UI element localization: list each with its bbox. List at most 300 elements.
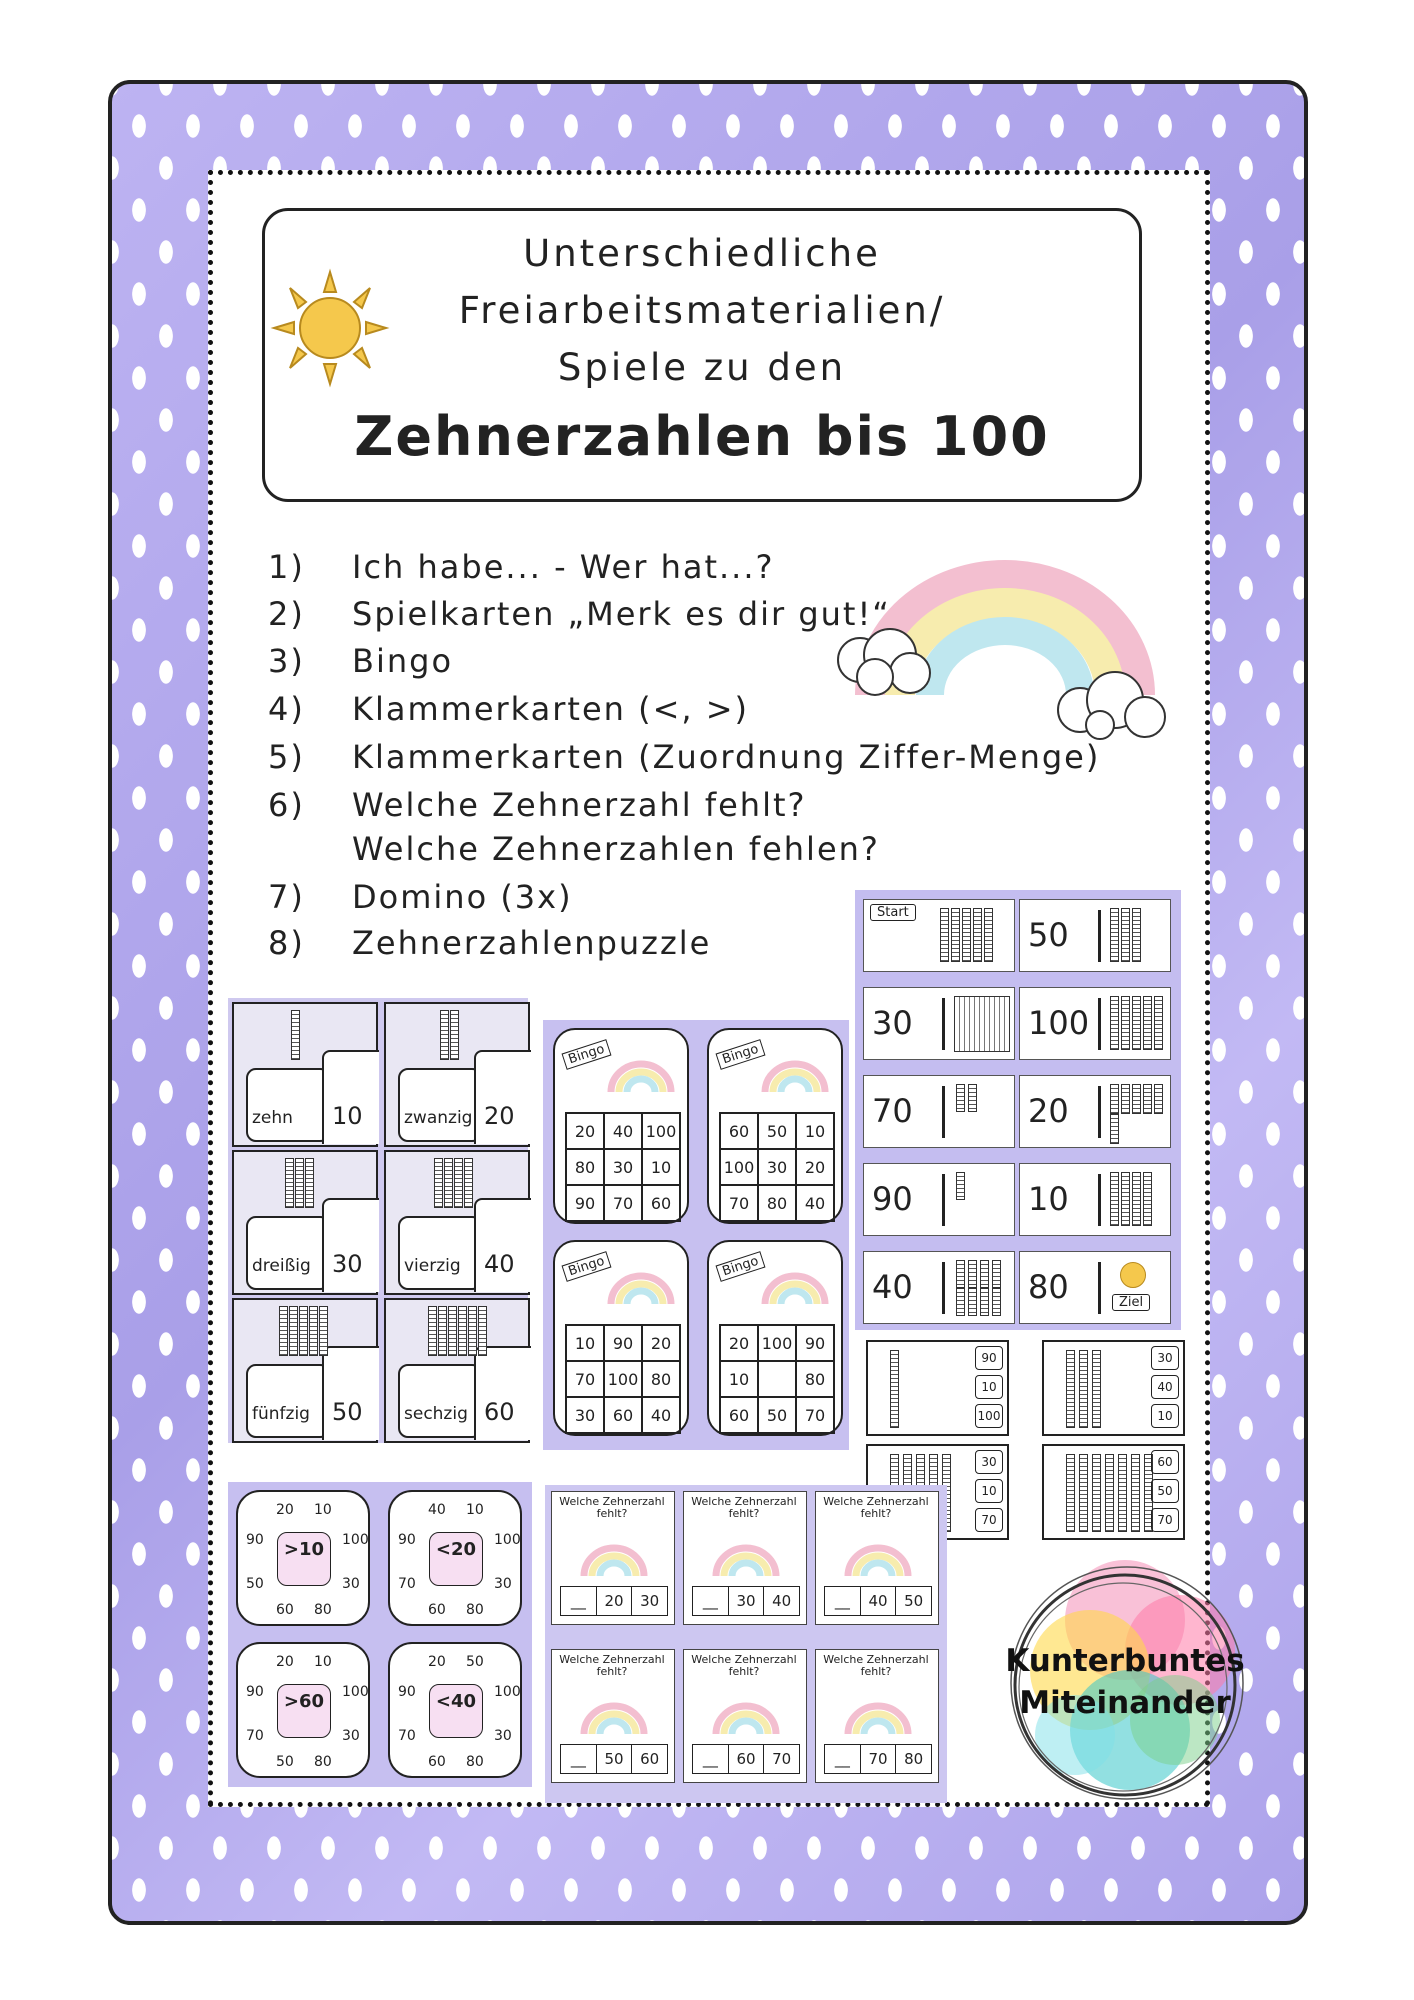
compare-option: 100 (494, 1532, 521, 1548)
ten-rod-icon (1132, 1084, 1141, 1114)
ten-rod-icon (291, 1010, 300, 1060)
bingo-grid (565, 1112, 681, 1222)
rainbow-icon (755, 1052, 835, 1097)
compare-center-label: >60 (283, 1691, 325, 1712)
goal-label: Ziel (1112, 1294, 1150, 1311)
bingo-cell: 90 (566, 1185, 604, 1221)
list-number: 7) (268, 878, 305, 916)
rainbow-icon (601, 1052, 681, 1097)
clip-option: 10 (975, 1375, 1003, 1399)
logo-text (990, 1640, 1260, 1724)
clip-option: 30 (975, 1450, 1003, 1474)
clip-option: 70 (1151, 1508, 1179, 1532)
ten-rod-icon (940, 908, 949, 962)
subtitle-line-3: Spiele zu den (557, 346, 847, 389)
bingo-cell: 20 (566, 1113, 604, 1149)
bingo-cell: 40 (604, 1113, 642, 1149)
ten-rod-icon (468, 1306, 477, 1356)
missing-number-boxes (560, 1744, 668, 1774)
clip-option: 70 (975, 1508, 1003, 1532)
missing-given-number: 50 (904, 1592, 924, 1610)
bingo-section (543, 1020, 849, 1450)
compare-option: 70 (398, 1728, 416, 1744)
ten-rod-icon (980, 1288, 989, 1316)
bingo-cell: 60 (720, 1397, 758, 1433)
compare-option: 90 (398, 1684, 416, 1700)
puzzle-word: sechzig (404, 1404, 468, 1424)
puzzle-word: zehn (252, 1108, 293, 1128)
domino-number: 10 (1028, 1180, 1069, 1218)
domino-half-right (1019, 1163, 1171, 1236)
bingo-card-body (707, 1240, 843, 1436)
domino-number: 90 (872, 1180, 913, 1218)
list-item-text: Domino (3x) (352, 878, 573, 916)
ten-rod-icon (450, 1010, 459, 1060)
domino-number: 40 (872, 1268, 913, 1306)
missing-given-number: 70 (772, 1750, 792, 1768)
missing-given-number: 60 (640, 1750, 660, 1768)
ten-rod-icon (458, 1306, 467, 1356)
puzzle-value: 10 (332, 1102, 363, 1130)
bingo-cell: 40 (796, 1185, 834, 1221)
ten-rod-icon (984, 908, 993, 962)
missing-number-card (815, 1491, 939, 1625)
list-item-text: Spielkarten „Merk es dir gut!“ (352, 595, 891, 633)
domino-divider (942, 1086, 945, 1138)
bingo-card-body (707, 1028, 843, 1224)
ten-rod-icon (1154, 1084, 1163, 1114)
missing-question: Welche Zehnerzahl fehlt? (559, 1495, 665, 1520)
missing-number-card (815, 1649, 939, 1783)
compare-card (230, 1636, 378, 1786)
list-item-text: Ich habe... - Wer hat...? (352, 548, 775, 586)
missing-blank: __ (693, 1745, 729, 1773)
compare-center (429, 1532, 483, 1586)
compare-center-label: >10 (283, 1539, 325, 1560)
compare-option: 10 (314, 1502, 332, 1518)
bingo-cell: 20 (720, 1325, 758, 1361)
domino-tile (859, 1158, 1175, 1241)
bingo-cell: 30 (566, 1397, 604, 1433)
compare-option: 80 (466, 1754, 484, 1770)
compare-option: 30 (342, 1728, 360, 1744)
domino-half-right (1019, 899, 1171, 972)
puzzle-value: 30 (332, 1250, 363, 1278)
compare-card (382, 1636, 530, 1786)
main-title: Zehnerzahlen bis 100 (354, 405, 1050, 468)
hundred-square-icon (954, 996, 1010, 1052)
ten-rod-icon (968, 1288, 977, 1316)
domino-divider (942, 1174, 945, 1226)
ten-rod-icon (289, 1306, 298, 1356)
ten-rod-icon (478, 1306, 487, 1356)
bingo-cell: 10 (720, 1361, 758, 1397)
missing-blank: __ (825, 1745, 861, 1773)
puzzle-value: 20 (484, 1102, 515, 1130)
clip-option: 10 (975, 1479, 1003, 1503)
missing-question: Welche Zehnerzahl fehlt? (559, 1653, 665, 1678)
clip-card (1042, 1340, 1185, 1436)
puzzle-piece-left (246, 1364, 330, 1438)
ten-rod-icon (1143, 996, 1152, 1050)
bingo-cell: 10 (796, 1113, 834, 1149)
ten-rod-icon (299, 1306, 308, 1356)
domino-half-left (863, 1163, 1015, 1236)
clip-option: 60 (1151, 1450, 1179, 1474)
ten-rod-icon (992, 1288, 1001, 1316)
ten-rod-icon (434, 1158, 443, 1208)
ten-rod-icon (1110, 1172, 1119, 1226)
list-item-text: Zehnerzahlenpuzzle (352, 924, 712, 962)
list-number: 6) (268, 786, 305, 824)
ten-rod-icon (890, 1350, 899, 1428)
ten-rod-icon (956, 1288, 965, 1316)
bingo-cell: 30 (758, 1149, 796, 1185)
rainbow-icon (574, 1694, 654, 1738)
compare-option: 70 (398, 1576, 416, 1592)
bingo-cell: 20 (796, 1149, 834, 1185)
bingo-card (701, 1024, 849, 1230)
clip-option: 10 (1151, 1404, 1179, 1428)
puzzle-piece-left (398, 1216, 482, 1290)
bingo-cell: 90 (604, 1325, 642, 1361)
ten-rod-icon (1143, 1172, 1152, 1226)
list-number: 2) (268, 595, 305, 633)
subtitle-line-2: Freiarbeitsmaterialien/ (458, 289, 946, 332)
ten-rod-icon (1110, 996, 1119, 1050)
ten-rod-icon (962, 908, 971, 962)
domino-tile (859, 982, 1175, 1065)
list-item-text: Klammerkarten (<, >) (352, 690, 750, 728)
start-label: Start (870, 904, 916, 921)
missing-given-number: 20 (597, 1587, 633, 1615)
domino-divider (1098, 910, 1101, 962)
compare-option: 20 (276, 1654, 294, 1670)
ten-rod-icon (973, 908, 982, 962)
bingo-grid (719, 1324, 835, 1434)
ten-rod-icon (1110, 1084, 1119, 1114)
domino-half-right (1019, 987, 1171, 1060)
domino-number: 50 (1028, 916, 1069, 954)
list-number: 5) (268, 738, 305, 776)
ten-rod-icon (309, 1306, 318, 1356)
missing-number-card (683, 1649, 807, 1783)
bingo-cell: 70 (796, 1397, 834, 1433)
bingo-cell: 70 (720, 1185, 758, 1221)
list-item-text: Welche Zehnerzahlen fehlen? (352, 830, 880, 868)
ten-rod-icon (464, 1158, 473, 1208)
puzzle-value: 50 (332, 1398, 363, 1426)
compare-section (228, 1482, 532, 1787)
compare-option: 30 (494, 1728, 512, 1744)
puzzle-card (232, 1150, 378, 1295)
rainbow-icon (830, 545, 1180, 740)
missing-given-number: 40 (772, 1592, 792, 1610)
clip-option: 90 (975, 1346, 1003, 1370)
missing-number-boxes (692, 1586, 800, 1616)
ten-rod-icon (1131, 1454, 1140, 1532)
list-number: 3) (268, 642, 305, 680)
clip-card (1042, 1444, 1185, 1540)
ten-rod-icon (956, 1172, 965, 1200)
missing-number-card (683, 1491, 807, 1625)
puzzle-value: 40 (484, 1250, 515, 1278)
compare-option: 80 (314, 1754, 332, 1770)
list-item-text: Welche Zehnerzahl fehlt? (352, 786, 807, 824)
compare-option: 40 (428, 1502, 446, 1518)
missing-given-number: 40 (861, 1587, 897, 1615)
rainbow-icon (706, 1536, 786, 1580)
rainbow-icon (838, 1694, 918, 1738)
compare-option: 50 (466, 1654, 484, 1670)
compare-option: 100 (342, 1532, 369, 1548)
ten-rod-icon (1132, 1172, 1141, 1226)
compare-option: 80 (466, 1602, 484, 1618)
domino-number: 100 (1028, 1004, 1090, 1042)
missing-number-card (551, 1649, 675, 1783)
compare-card-body (388, 1642, 522, 1778)
ten-rod-icon (428, 1306, 437, 1356)
ten-rod-icon (956, 1084, 965, 1112)
ten-rod-icon (1143, 1084, 1152, 1114)
domino-half-left (863, 987, 1015, 1060)
domino-half-left (863, 1075, 1015, 1148)
subtitle-line-1: Unterschiedliche (523, 232, 881, 275)
puzzle-card (232, 1002, 378, 1147)
missing-question: Welche Zehnerzahl fehlt? (691, 1495, 797, 1520)
ten-rod-icon (295, 1158, 304, 1208)
rainbow-icon (601, 1264, 681, 1309)
bingo-cell: 100 (720, 1149, 758, 1185)
ten-rod-icon (444, 1158, 453, 1208)
ten-rod-icon (454, 1158, 463, 1208)
missing-given-number: 80 (904, 1750, 924, 1768)
compare-option: 50 (246, 1576, 264, 1592)
compare-card (382, 1484, 530, 1634)
ten-rod-icon (968, 1260, 977, 1288)
domino-half-left (863, 899, 1015, 972)
puzzle-word: fünfzig (252, 1404, 310, 1424)
compare-option: 60 (276, 1602, 294, 1618)
list-number: 8) (268, 924, 305, 962)
ten-rod-icon (956, 1260, 965, 1288)
compare-option: 30 (494, 1576, 512, 1592)
domino-divider (942, 998, 945, 1050)
bingo-cell (758, 1361, 796, 1397)
bingo-cell: 80 (796, 1361, 834, 1397)
bingo-card (701, 1236, 849, 1442)
bingo-grid (719, 1112, 835, 1222)
compare-option: 30 (342, 1576, 360, 1592)
compare-option: 80 (314, 1602, 332, 1618)
domino-divider (942, 1262, 945, 1314)
compare-center-label: <20 (435, 1539, 477, 1560)
domino-tile (859, 894, 1175, 977)
compare-center (277, 1532, 331, 1586)
missing-number-section (545, 1485, 947, 1803)
missing-question: Welche Zehnerzahl fehlt? (691, 1653, 797, 1678)
puzzle-word: vierzig (404, 1256, 461, 1276)
bingo-card-body (553, 1240, 689, 1436)
compare-option: 70 (246, 1728, 264, 1744)
domino-tile (859, 1246, 1175, 1329)
compare-option: 10 (314, 1654, 332, 1670)
compare-option: 20 (276, 1502, 294, 1518)
bingo-cell: 80 (566, 1149, 604, 1185)
bingo-tag: Bingo (562, 1251, 612, 1282)
ten-rod-icon (1105, 1454, 1114, 1532)
logo-line-1: Kunterbuntes (1005, 1643, 1245, 1679)
puzzle-card (384, 1002, 530, 1147)
bingo-cell: 100 (604, 1361, 642, 1397)
domino-half-left (863, 1251, 1015, 1324)
puzzle-piece-left (398, 1364, 482, 1438)
compare-card-body (388, 1490, 522, 1626)
clip-option: 30 (1151, 1346, 1179, 1370)
compare-option: 100 (342, 1684, 369, 1700)
domino-divider (1098, 1174, 1101, 1226)
missing-number-boxes (692, 1744, 800, 1774)
bingo-card (547, 1024, 695, 1230)
domino-number: 80 (1028, 1268, 1069, 1306)
clip-option: 40 (1151, 1375, 1179, 1399)
bingo-cell: 40 (642, 1397, 680, 1433)
puzzle-value: 60 (484, 1398, 515, 1426)
domino-half-right (1019, 1075, 1171, 1148)
bingo-cell: 80 (642, 1361, 680, 1397)
ten-rod-icon (1079, 1454, 1088, 1532)
clip-option: 50 (1151, 1479, 1179, 1503)
bingo-cell: 60 (642, 1185, 680, 1221)
bingo-cell: 50 (758, 1397, 796, 1433)
clip-card (866, 1340, 1009, 1436)
compare-option: 60 (428, 1754, 446, 1770)
ten-rod-icon (448, 1306, 457, 1356)
missing-number-boxes (824, 1744, 932, 1774)
ten-rod-icon (1132, 996, 1141, 1050)
ten-rod-icon (1079, 1350, 1088, 1428)
ten-rod-icon (1121, 1084, 1130, 1114)
bingo-tag: Bingo (716, 1039, 766, 1070)
ten-rod-icon (279, 1306, 288, 1356)
compare-card-body (236, 1490, 370, 1626)
missing-number-card (551, 1491, 675, 1625)
puzzle-word: zwanzig (404, 1108, 473, 1128)
puzzle-piece-left (246, 1216, 330, 1290)
compare-option: 100 (494, 1684, 521, 1700)
ten-rod-icon (438, 1306, 447, 1356)
missing-number-boxes (824, 1586, 932, 1616)
logo-line-2: Miteinander (1019, 1685, 1231, 1721)
ten-rod-icon (1154, 996, 1163, 1050)
ten-rod-icon (440, 1010, 449, 1060)
bingo-cell: 80 (758, 1185, 796, 1221)
sun-icon (1120, 1262, 1146, 1288)
compare-option: 50 (276, 1754, 294, 1770)
bingo-cell: 60 (604, 1397, 642, 1433)
bingo-tag: Bingo (716, 1251, 766, 1282)
bingo-card-body (553, 1028, 689, 1224)
bingo-cell: 10 (566, 1325, 604, 1361)
missing-blank: __ (825, 1587, 861, 1615)
compare-option: 60 (428, 1602, 446, 1618)
bingo-cell: 10 (642, 1149, 680, 1185)
bingo-cell: 30 (604, 1149, 642, 1185)
domino-tile (859, 1070, 1175, 1153)
compare-option: 10 (466, 1502, 484, 1518)
ten-rod-icon (980, 1260, 989, 1288)
ten-rod-icon (1132, 908, 1141, 962)
missing-blank: __ (693, 1587, 729, 1615)
ten-rod-icon (1110, 1114, 1119, 1144)
compare-center (429, 1684, 483, 1738)
bingo-grid (565, 1324, 681, 1434)
ten-rod-icon (319, 1306, 328, 1356)
clip-option: 100 (975, 1404, 1003, 1428)
compare-center-label: <40 (435, 1691, 477, 1712)
missing-given-number: 30 (640, 1592, 660, 1610)
ten-rod-icon (1118, 1454, 1127, 1532)
compare-center (277, 1684, 331, 1738)
puzzle-piece-left (398, 1068, 482, 1142)
ten-rod-icon (1121, 908, 1130, 962)
bingo-cell: 70 (604, 1185, 642, 1221)
bingo-cell: 90 (796, 1325, 834, 1361)
list-item-text: Bingo (352, 642, 454, 680)
ten-rod-icon (1110, 908, 1119, 962)
list-number: 1) (268, 548, 305, 586)
missing-given-number: 70 (861, 1745, 897, 1773)
list-number: 4) (268, 690, 305, 728)
domino-section (855, 890, 1181, 1330)
missing-blank: __ (561, 1745, 597, 1773)
bingo-tag: Bingo (562, 1039, 612, 1070)
domino-number: 30 (872, 1004, 913, 1042)
puzzle-section (228, 998, 528, 1443)
domino-half-right (1019, 1251, 1171, 1324)
puzzle-card (384, 1150, 530, 1295)
bingo-cell: 20 (642, 1325, 680, 1361)
puzzle-word: dreißig (252, 1256, 311, 1276)
missing-given-number: 60 (729, 1745, 765, 1773)
ten-rod-icon (968, 1084, 977, 1112)
ten-rod-icon (951, 908, 960, 962)
compare-option: 20 (428, 1654, 446, 1670)
missing-blank: __ (561, 1587, 597, 1615)
ten-rod-icon (305, 1158, 314, 1208)
missing-given-number: 50 (597, 1745, 633, 1773)
puzzle-card (232, 1298, 378, 1443)
bingo-card (547, 1236, 695, 1442)
missing-question: Welche Zehnerzahl fehlt? (823, 1653, 929, 1678)
rainbow-icon (706, 1694, 786, 1738)
bingo-cell: 100 (758, 1325, 796, 1361)
compare-option: 90 (246, 1532, 264, 1548)
bingo-cell: 70 (566, 1361, 604, 1397)
domino-number: 20 (1028, 1092, 1069, 1130)
ten-rod-icon (1121, 996, 1130, 1050)
domino-number: 70 (872, 1092, 913, 1130)
ten-rod-icon (1092, 1350, 1101, 1428)
puzzle-card (384, 1298, 530, 1443)
bingo-cell: 60 (720, 1113, 758, 1149)
puzzle-piece-left (246, 1068, 330, 1142)
rainbow-icon (574, 1536, 654, 1580)
rainbow-icon (838, 1536, 918, 1580)
list-item-text: Klammerkarten (Zuordnung Ziffer-Menge) (352, 738, 1101, 776)
domino-divider (1098, 1262, 1101, 1314)
ten-rod-icon (992, 1260, 1001, 1288)
